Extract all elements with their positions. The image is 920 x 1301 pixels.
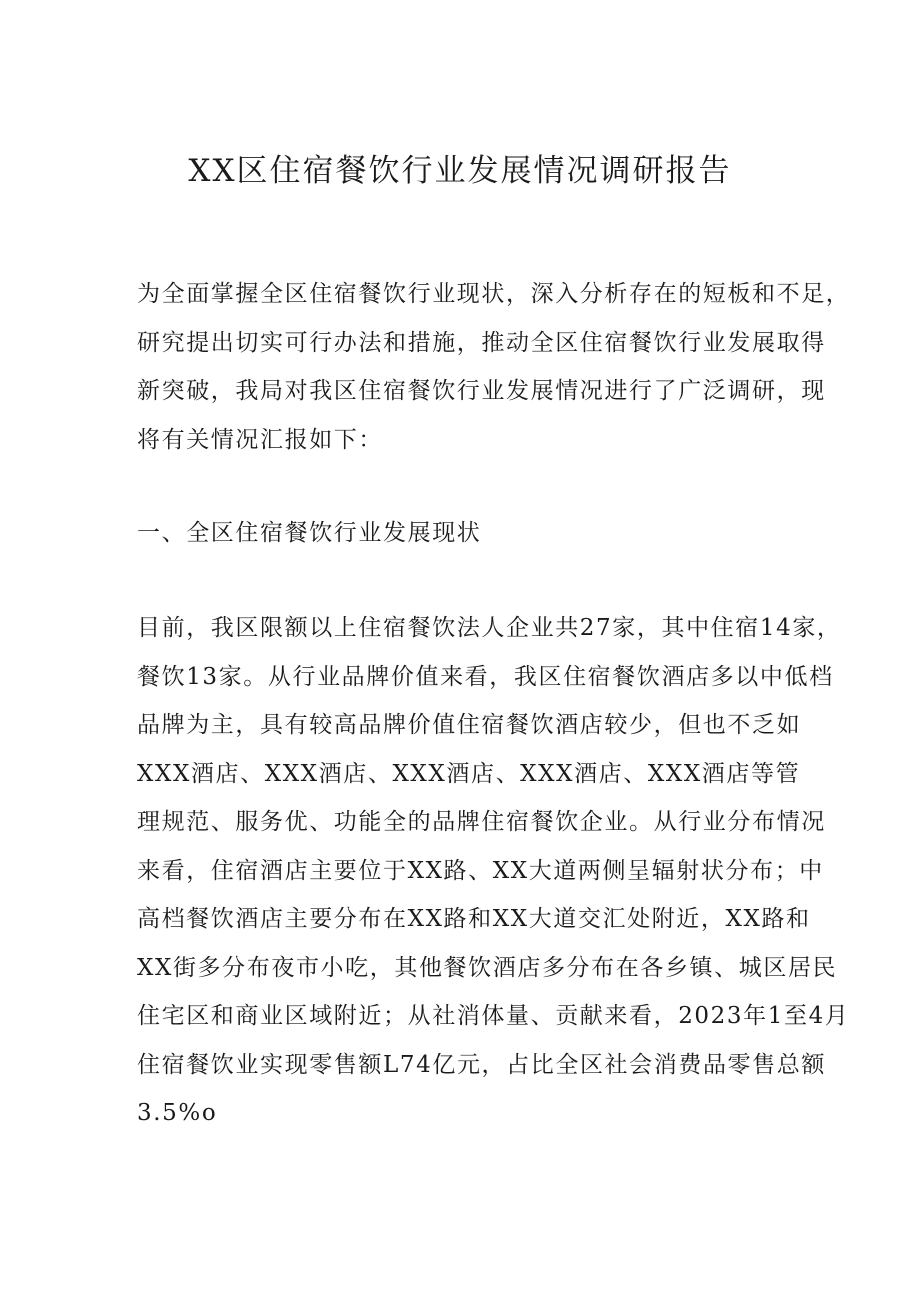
- text-line: 来看，住宿酒店主要位于XX路、XX大道两侧呈辐射状分布；中: [137, 857, 824, 884]
- text-line: 住宿餐饮业实现零售额L74亿元，占比全区社会消费品零售总额: [137, 1051, 826, 1078]
- text-line: 将有关情况汇报如下：: [137, 426, 383, 453]
- text-line: 3.5%o: [137, 1100, 218, 1126]
- text-line: 餐饮13家。从行业品牌价值来看，我区住宿餐饮酒店多以中低档: [137, 663, 834, 690]
- text-line: 目前，我区限额以上住宿餐饮法人企业共27家，其中住宿14家，: [137, 615, 842, 641]
- text-line: XX街多分布夜市小吃，其他餐饮酒店多分布在各乡镇、城区居民: [137, 954, 838, 981]
- text-line: 高档餐饮酒店主要分布在XX路和XX大道交汇处附近，XX路和: [137, 906, 811, 932]
- document-title: XX区住宿餐饮行业发展情况调研报告: [188, 153, 732, 189]
- text-line: 新突破，我局对我区住宿餐饮行业发展情况进行了广泛调研，现: [137, 378, 826, 404]
- text-line: 品牌为主，具有较高品牌价值住宿餐饮酒店较少，但也不乏如: [137, 712, 802, 738]
- text-line: XXX酒店、XXX酒店、XXX酒店、XXX酒店、XXX酒店等管: [137, 760, 801, 787]
- section-heading: [137, 509, 793, 558]
- section-paragraph: [137, 604, 850, 1138]
- text-line: 为全面掌握全区住宿餐饮行业现状，深入分析存在的短板和不足，: [137, 281, 851, 307]
- intro-paragraph: [137, 270, 851, 464]
- text-line: 住宅区和商业区域附近；从社消体量、贡献来看，2023年1至4月: [137, 1003, 850, 1029]
- text-line: 研究提出切实可行办法和措施，推动全区住宿餐饮行业发展取得: [137, 329, 826, 356]
- section-heading-text: 一、全区住宿餐饮行业发展现状: [137, 520, 482, 546]
- text-line: 理规范、服务优、功能全的品牌住宿餐饮企业。从行业分布情况: [137, 809, 826, 835]
